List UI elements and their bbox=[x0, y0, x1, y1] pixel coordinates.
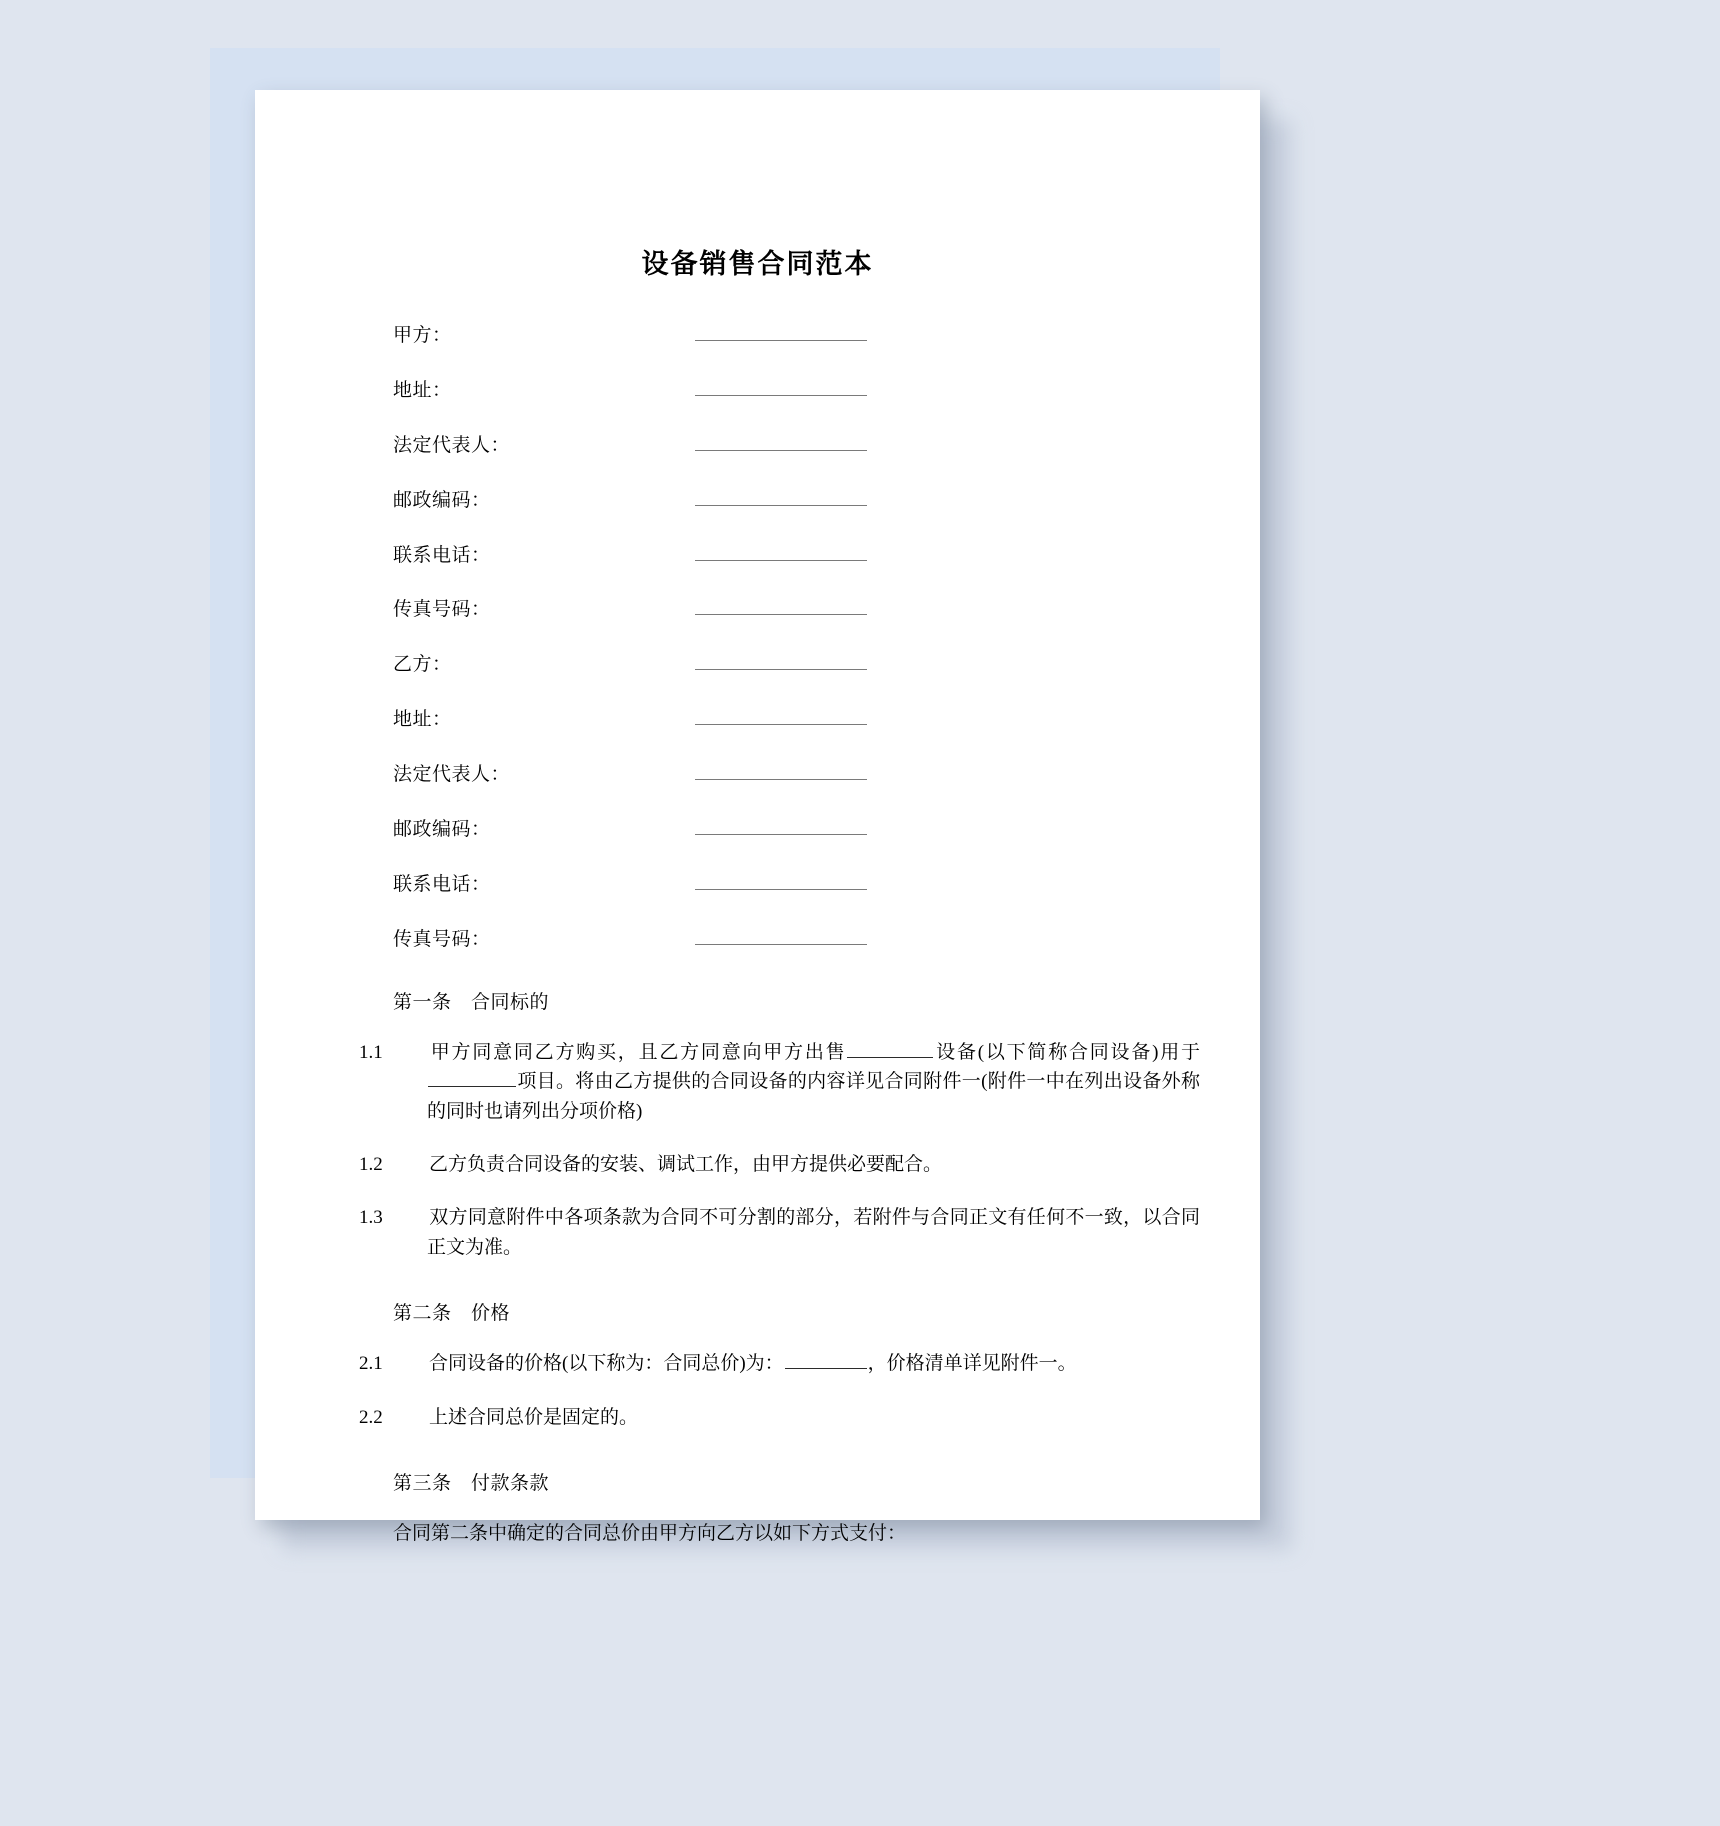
field-input-rule[interactable] bbox=[695, 488, 867, 506]
clause-text-part-1: 合同设备的价格(以下称为：合同总价)为： bbox=[429, 1353, 784, 1375]
clause-number: 1.2 bbox=[359, 1154, 383, 1175]
contract-document bbox=[255, 90, 1260, 1545]
clause-3-intro bbox=[393, 1519, 1200, 1548]
field-label: 地址： bbox=[393, 709, 452, 731]
form-row-party-a-legal-rep bbox=[393, 433, 1200, 457]
field-input-rule[interactable] bbox=[695, 378, 867, 396]
form-row-party-a-postcode bbox=[393, 488, 1200, 512]
page-title: 设备销售合同范本 bbox=[641, 249, 874, 279]
form-row-party-a-phone bbox=[393, 543, 1200, 567]
field-label: 法定代表人： bbox=[393, 434, 511, 456]
field-label: 甲方： bbox=[393, 325, 452, 346]
field-label: 传真号码： bbox=[393, 928, 491, 950]
clause-heading-2: 第二条 价格 bbox=[393, 1303, 511, 1325]
field-label: 乙方： bbox=[393, 654, 452, 676]
form-row-party-a-name bbox=[393, 323, 1200, 347]
clause-text: 双方同意附件中各项条款为合同不可分割的部分，若附件与合同正文有任何不一致，以合同正文为准。 bbox=[427, 1207, 1200, 1258]
clause-text-part-2: ，价格清单详见附件一。 bbox=[867, 1353, 1077, 1375]
paper-sheet-front bbox=[255, 90, 1260, 1545]
clause-number: 2.1 bbox=[359, 1353, 383, 1375]
clause-number: 1.1 bbox=[359, 1041, 383, 1063]
field-input-rule[interactable] bbox=[695, 323, 867, 341]
form-row-party-b-legal-rep bbox=[393, 762, 1200, 786]
fill-blank-equipment[interactable] bbox=[847, 1042, 933, 1058]
field-label: 联系电话： bbox=[393, 544, 491, 566]
form-row-party-b-postcode bbox=[393, 817, 1200, 841]
clause-1-item-1-1 bbox=[359, 1038, 1200, 1126]
clause-1-item-1-2 bbox=[359, 1150, 1200, 1179]
clause-text: 上述合同总价是固定的。 bbox=[429, 1406, 639, 1428]
clause-text: 乙方负责合同设备的安装、调试工作，由甲方提供必要配合。 bbox=[429, 1154, 943, 1175]
clause-2-item-2-1 bbox=[359, 1349, 1200, 1378]
form-row-party-a-fax bbox=[393, 597, 1200, 621]
field-input-rule[interactable] bbox=[695, 707, 867, 725]
document-body bbox=[255, 323, 1260, 1549]
field-label: 传真号码： bbox=[393, 599, 491, 621]
field-input-rule[interactable] bbox=[695, 433, 867, 451]
field-label: 联系电话： bbox=[393, 873, 491, 895]
clause-text-part-3: 项目。将由乙方提供的合同设备的内容详见合同附件一(附件一中在列出设备外称的同时也请列出分项价格) bbox=[427, 1071, 1200, 1122]
field-label: 邮政编码： bbox=[393, 489, 491, 511]
field-input-rule[interactable] bbox=[695, 927, 867, 945]
form-row-party-b-address bbox=[393, 707, 1200, 731]
clause-text-part-1: 甲方同意同乙方购买，且乙方同意向甲方出售 bbox=[429, 1041, 847, 1063]
form-row-party-b-name bbox=[393, 652, 1200, 676]
field-label: 邮政编码： bbox=[393, 819, 491, 841]
clause-text: 合同第二条中确定的合同总价由甲方向乙方以如下方式支付： bbox=[393, 1523, 907, 1545]
clause-text-part-2: 设备(以下简称合同设备)用于 bbox=[934, 1041, 1200, 1063]
form-row-party-b-fax bbox=[393, 927, 1200, 951]
form-row-party-a-address bbox=[393, 378, 1200, 402]
field-input-rule[interactable] bbox=[695, 817, 867, 835]
field-input-rule[interactable] bbox=[695, 543, 867, 561]
clause-1-item-1-3 bbox=[359, 1203, 1200, 1262]
clause-number: 1.3 bbox=[359, 1207, 383, 1229]
field-label: 地址： bbox=[393, 379, 452, 401]
clause-heading-3: 第三条 付款条款 bbox=[393, 1473, 550, 1495]
fill-blank-total-price[interactable] bbox=[785, 1353, 867, 1369]
field-input-rule[interactable] bbox=[695, 652, 867, 670]
field-input-rule[interactable] bbox=[695, 762, 867, 780]
field-input-rule[interactable] bbox=[695, 872, 867, 890]
clause-2-item-2-2 bbox=[359, 1403, 1200, 1432]
form-row-party-b-phone bbox=[393, 872, 1200, 896]
field-label: 法定代表人： bbox=[393, 764, 511, 786]
fill-blank-project[interactable] bbox=[428, 1071, 516, 1087]
field-input-rule[interactable] bbox=[695, 597, 867, 615]
clause-heading-1: 第一条 合同标的 bbox=[393, 991, 550, 1013]
clause-number: 2.2 bbox=[359, 1406, 383, 1428]
